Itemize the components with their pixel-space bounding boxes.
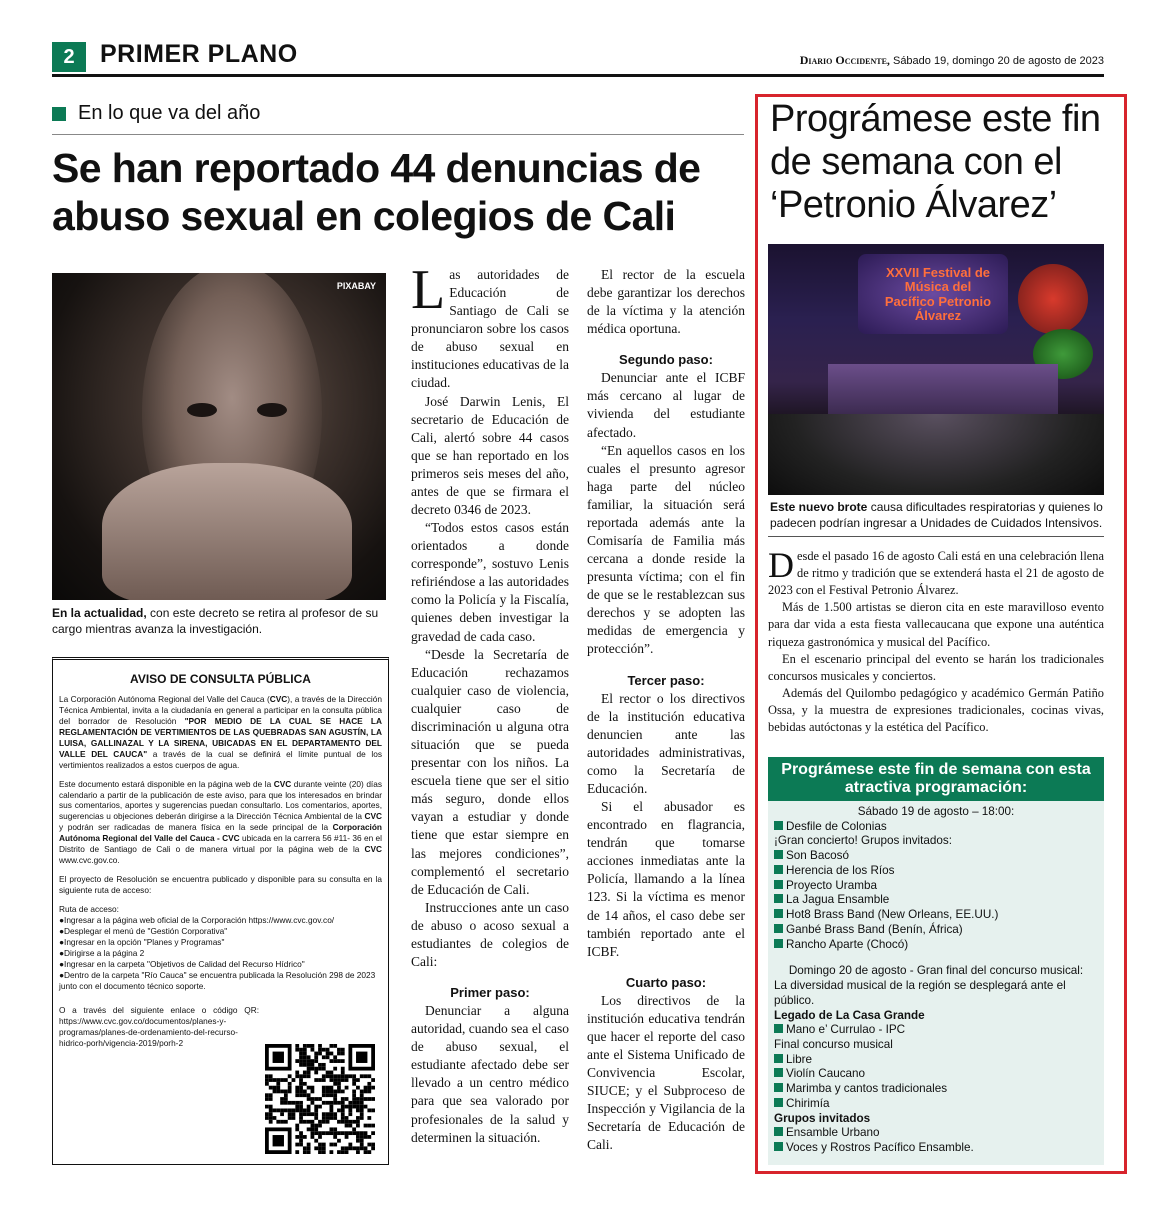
article-column-2	[587, 266, 745, 1154]
square-bullet-icon	[52, 107, 66, 121]
sidebar-photo-caption: Este nuevo brote causa dificultades respiratorias y quienes lo padecen podrían ingresar a Unidades de Cuidados Intensivos.	[770, 500, 1103, 530]
program-item: Ganbé Brass Band (Benín, África)	[774, 923, 1098, 938]
crowd	[768, 414, 1104, 495]
program-heading: Prográmese este fin de semana con esta atractiva programación:	[768, 757, 1104, 801]
article-column-1	[411, 259, 569, 1147]
subhead-step-4: Cuarto paso:	[625, 974, 707, 990]
program-item: Proyecto Uramba	[774, 879, 1098, 894]
program-item: Ensamble Urbano	[774, 1126, 1098, 1141]
square-bullet-icon	[774, 1054, 783, 1063]
caption-text: con este decreto se retira al profesor de su cargo mientras avanza la investigación.	[52, 606, 379, 636]
body-paragraph: Denunciar ante el ICBF más cercano al lugar de vivienda del estudiante afectado.	[587, 370, 745, 440]
sunday-text: La diversidad musical de la región se desplegará ante el público.	[774, 979, 1066, 1007]
grupos-label: Grupos invitados	[774, 1111, 871, 1125]
program-item: Rancho Aparte (Chocó)	[774, 938, 1098, 953]
square-bullet-icon	[774, 880, 783, 889]
route-step: ● Ingresar a la página web oficial de la Corporación https://www.cvc.gov.co/	[59, 915, 382, 926]
body-paragraph: Si el abusador es encontrado en flagrancia, tendrán que tomarse acciones inmediatas ante la Policía, llamando a la línea 123. Si la víctima es menor de 14 años, el caso debe ser también reportado ante el ICBF.	[587, 799, 745, 959]
dateline	[800, 53, 1104, 68]
square-bullet-icon	[774, 865, 783, 874]
sidebar-rule	[768, 536, 1104, 537]
festival-photo	[768, 244, 1104, 495]
photo-eye-left	[187, 403, 217, 417]
program-item: Hot8 Brass Band (New Orleans, EE.UU.)	[774, 908, 1098, 923]
body-paragraph: José Darwin Lenis, El secretario de Educación de Cali, alertó sobre 44 casos que se han reportado en los primeros seis meses del año, antes de que se firmara el decreto 0346 de 2023.	[411, 393, 569, 518]
program-item: Voces y Rostros Pacífico Ensamble.	[774, 1141, 1098, 1156]
sidebar-paragraph: En el escenario principal del evento se harán los tradicionales concursos musicales y conciertos.	[768, 651, 1104, 683]
dropcap: L	[411, 259, 446, 321]
program-item: Herencia de los Ríos	[774, 864, 1098, 879]
notice-paragraph-2: Este documento estará disponible en la página web de la CVC durante veinte (20) días calendario a partir de la publicación de este aviso, para que los interesados en brindar sus comentarios, aportes y sugerencias puedan consultarlo. Los comentarios, aportes, sugerencias u objeciones deberán dirigirse a la Dirección Técnica Ambiental de la CVC y podrán ser radicadas de manera física en la sede principal de la Corporación Autónoma Regional del Valle del Cauca - CVC ubicada en la carrera 56 #11- 36 en el Distrito de Santiago de Cali o de manera virtual por la página web de la CVC www.cvc.gov.co.	[59, 778, 382, 866]
final-label: Final concurso musical	[774, 1038, 893, 1052]
article-photo	[52, 273, 386, 600]
program-item: Violín Caucano	[774, 1067, 1098, 1082]
decor-flower	[1018, 264, 1088, 334]
program-item: Mano e’ Currulao - IPC	[774, 1023, 1098, 1038]
photo-eye-right	[257, 403, 287, 417]
square-bullet-icon	[774, 1083, 783, 1092]
notice-paragraph-3: El proyecto de Resolución se encuentra publicado y disponible para su consulta en la siguiente ruta de acceso:	[59, 874, 382, 895]
kicker-text: En lo que va del año	[78, 102, 261, 124]
body-paragraph: Las autoridades de Educación de Santiago de Cali se pronunciaron sobre los casos de abuso sexual en instituciones educativas de la ciudad.	[411, 259, 569, 391]
program-box	[768, 757, 1104, 1165]
caption-lead: En la actualidad,	[52, 606, 147, 620]
qr-link-text: O a través del siguiente enlace o código QR: https://www.cvc.gov.co/documentos/planes-y-programas/planes-de-ordenamiento-del-recurso-hidrico-porh/vigencia-2019/porh-2	[59, 1005, 259, 1049]
final-list	[774, 1053, 1098, 1112]
grupos-list	[774, 1126, 1098, 1155]
sidebar-paragraph: Además del Quilombo pedagógico y académico Germán Patiño Ossa, y la muestra de expresiones tradicionales, cocinas vivas, bebidas autóctonas y la estética del Pacífico.	[768, 685, 1104, 735]
kicker	[52, 102, 260, 125]
sidebar-body	[768, 545, 1104, 736]
saturday-list	[774, 849, 1098, 952]
square-bullet-icon	[774, 1098, 783, 1107]
body-paragraph: El rector o los directivos de la institución educativa denuncien ante las autoridades administrativas, como la Secretaría de Educación.	[587, 690, 745, 796]
body-paragraph: El rector de la escuela debe garantizar los derechos de la víctima y la atención médica oportuna.	[587, 267, 745, 337]
page-number: 2	[52, 42, 86, 72]
route-step: ● Ingresar en la carpeta "Objetivos de Calidad del Recurso Hídrico"	[59, 959, 382, 970]
kicker-rule	[52, 134, 744, 135]
photo-caption	[52, 606, 388, 637]
program-item: Marimba y cantos tradicionales	[774, 1082, 1098, 1097]
route-steps	[59, 915, 382, 992]
program-item: La Jagua Ensamble	[774, 893, 1098, 908]
sidebar-title: Prográmese este fin de semana con el ‘Petronio Álvarez’	[770, 98, 1101, 226]
square-bullet-icon	[774, 1127, 783, 1136]
route-step: ● Dentro de la carpeta "Río Cauca" se encuentra publicada la Resolución 298 de 2023 junto con el documento técnico soporte.	[59, 970, 382, 992]
body-paragraph: Instrucciones ante un caso de abuso o acoso sexual a estudiantes de colegios de Cali:	[411, 899, 569, 969]
saturday-heading: Sábado 19 de agosto – 18:00:	[857, 805, 1015, 818]
square-bullet-icon	[774, 1068, 783, 1077]
legado-list	[774, 1023, 1098, 1038]
top-rule	[52, 74, 1104, 77]
paper-name: Diario Occidente,	[799, 53, 890, 67]
concert-label: ¡Gran concierto! Grupos invitados:	[774, 834, 952, 848]
photo-credit: PIXABAY	[336, 281, 376, 291]
route-step: ● Dirigirse a la página 2	[59, 948, 382, 959]
subhead-step-3: Tercer paso:	[627, 672, 705, 688]
photo-hands	[102, 463, 352, 600]
square-bullet-icon	[774, 924, 783, 933]
notice-title: AVISO DE CONSULTA PÚBLICA	[130, 672, 311, 686]
sunday-heading: Domingo 20 de agosto - Gran final del concurso musical:	[788, 964, 1084, 978]
route-step: ● Desplegar el menú de "Gestión Corporativa"	[59, 926, 382, 937]
sidebar-paragraph: Desde el pasado 16 de agosto Cali está en una celebración llena de ritmo y tradición que se extenderá hasta el 21 de agosto de 2023 con el Festival Petronio Álvarez.	[768, 545, 1104, 598]
qr-code-icon[interactable]	[265, 1044, 375, 1154]
square-bullet-icon	[774, 850, 783, 859]
program-item: Desfile de Colonias	[774, 820, 1098, 835]
square-bullet-icon	[774, 939, 783, 948]
notice-paragraph-1: La Corporación Autónoma Regional del Valle del Cauca (CVC), a través de la Dirección Técnica Ambiental, invita a la ciudadanía en general a participar en la consulta pública del borrador de Resolución "POR MEDIO DE LA CUAL SE HACE LA REGLAMENTACIÓN DE VERTIMIENTOS DE LAS QUEBRADAS SAN AGUSTÍN, LA LUISA, GALLINAZAL Y LA SIRENA, UBICADAS EN EL DEPARTAMENTO DEL VALLE DEL CAUCA" a través de la cual se definirá el límite puntual de los vertimientos realizados a estos cuerpos de agua.	[59, 694, 382, 770]
legado-label: Legado de La Casa Grande	[774, 1008, 925, 1022]
sidebar-dropcap: D	[768, 545, 794, 585]
body-paragraph: “En aquellos casos en los cuales el presunto agresor haga parte del núcleo familiar, la situación será reportada además ante la Comisaría de Familia más cercana a donde reside la presunta víctima; con el fin de que se le restablezcan sus derechos y se adopten las medidas de emergencia y protección”.	[587, 442, 745, 657]
square-bullet-icon	[774, 821, 783, 830]
square-bullet-icon	[774, 894, 783, 903]
banner-text: XXVII Festival de Música del Pacífico Petronio Álvarez	[884, 265, 992, 323]
square-bullet-icon	[774, 1142, 783, 1151]
square-bullet-icon	[774, 909, 783, 918]
sidebar-paragraph: Más de 1.500 artistas se dieron cita en este maravilloso evento para dar vida a esta fiesta vallecaucana que expone una auténtica riqueza gastronómica y musical del Pacífico.	[768, 600, 1104, 649]
route-step: ● Ingresar en la opción "Planes y Programas"	[59, 937, 382, 948]
program-item: Libre	[774, 1053, 1098, 1068]
public-notice	[52, 657, 389, 1165]
body-paragraph: Denunciar a alguna autoridad, cuando sea el caso de abuso sexual, el estudiante afectado debe ser llevado a un centro médico para que sea valorado por profesionales de la salud y determinen la situación.	[411, 1003, 569, 1145]
headline: Se han reportado 44 denuncias de abuso sexual en colegios de Cali	[52, 145, 701, 240]
subhead-step-2: Segundo paso:	[619, 352, 713, 368]
body-paragraph: “Todos estos casos están orientados a donde corresponde”, sostuvo Lenis refiriéndose a las autoridades como la Policía y la Fiscalía, quienes deben investigar la gravedad de cada caso.	[411, 520, 569, 644]
subhead-step-1: Primer paso:	[450, 985, 530, 1001]
program-item: Son Bacosó	[774, 849, 1098, 864]
body-paragraph: Los directivos de la institución educativa tendrán que hacer el reporte del caso ante el Sistema Unificado de Convivencia Escolar, SIUCE; y el Subproceso de Inspección y Vigilancia de la Secretaría de Educación de Cali.	[587, 992, 745, 1153]
issue-date: Sábado 19, domingo 20 de agosto de 2023	[889, 55, 1104, 67]
body-paragraph: “Desde la Secretaría de Educación rechazamos cualquier caso de violencia, cualquier caso de discriminación u alguna otra situación que se pueda presentar con los niños. La escuela tiene que ser el sitio más seguro, donde ellos vayan a estudiar y donde tiene que estar siempre en las mejores condiciones”, complementó el secretario de Educación de Cali.	[411, 646, 569, 897]
program-item: Chirimía	[774, 1097, 1098, 1112]
square-bullet-icon	[774, 1024, 783, 1033]
program-body	[768, 801, 1104, 1156]
section-title: PRIMER PLANO	[100, 40, 298, 68]
route-label: Ruta de acceso:	[59, 903, 119, 914]
